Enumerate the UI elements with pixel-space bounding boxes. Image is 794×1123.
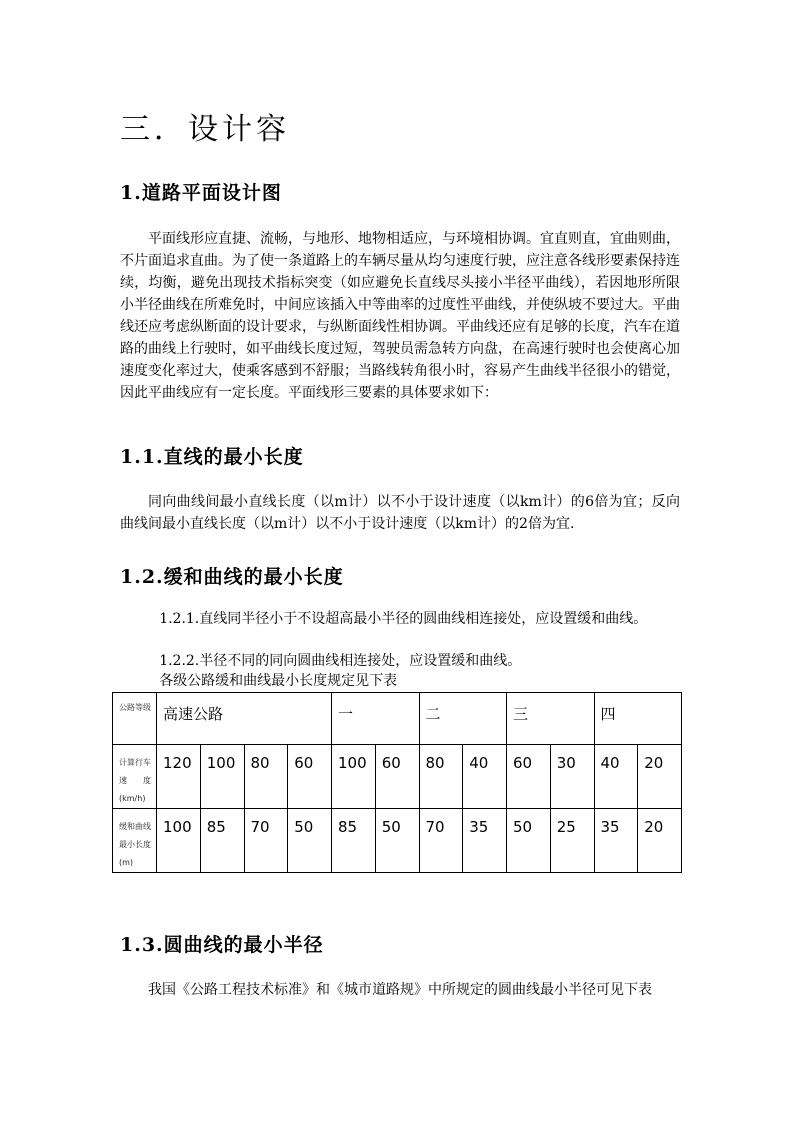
section-heading-min-straight: 1.1.直线的最小长度 [120,446,304,468]
paragraph-plan-design: 平面线形应直捷、流畅，与地形、地物相适应，与环境相协调。宜直则直，宜曲则曲，不片面追求直曲。为了使一条道路上的车辆尽量从均匀速度行驶，应注意各线形要素保持连续，均衡，避免出现技术指标突变（如应避免长直线尽头接小半径平曲线），若因地形所限小半径曲线在所难免时，中间应该插入中等曲率的过度性平曲线，并使纵坡不要过大。平曲线还应考虑纵断面的设计要求，与纵断面线性相协调。平曲线还应有足够的长度，汽车在道路的曲线上行驶时，如平曲线长度过短，驾驶员需急转方向盘，在高速行驶时也会使离心加速度变化率过大，使乘客感到不舒服；当路线转角很小时，容易产生曲线半径很小的错觉，因此平曲线应有一定长度。平面线形三要素的具体要求如下： [120,231,680,401]
table-cell-length: 25 [550,809,594,873]
table-cell-grade: 四 [594,693,682,745]
section-heading-min-radius: 1.3.圆曲线的最小半径 [120,934,324,956]
table-cell-speed: 60 [375,745,419,809]
table-cell-speed: 30 [550,745,594,809]
table-cell-grade: 一 [332,693,420,745]
table-header-length [113,809,157,873]
table-cell-length: 35 [463,809,507,873]
table-header-grade: 公路等级 [113,693,157,745]
header-line: 最小长度 [119,840,151,849]
list-item-1-2-2: 1.2.2.半径不同的同向圆曲线相连接处，应设置缓和曲线。 [159,653,522,669]
table-row-speed [113,745,682,809]
table-cell-speed: 80 [244,745,288,809]
table-cell-length: 50 [375,809,419,873]
list-item-1-2-1: 1.2.1.直线同半径小于不设超高最小半径的圆曲线相连接处，应设置缓和曲线。 [159,611,648,627]
table-cell-length: 50 [507,809,551,873]
table-cell-speed: 20 [638,745,682,809]
table-cell-length: 20 [638,809,682,873]
table-row-grade [113,693,682,745]
table-cell-length: 85 [332,809,376,873]
paragraph-min-radius: 我国《公路工程技术标准》和《城市道路规》中所规定的圆曲线最小半径可见下表 [148,982,652,998]
table-cell-speed: 60 [288,745,332,809]
section-heading-road-plan: 1.道路平面设计图 [120,182,282,204]
paragraph-min-straight: 同向曲线间最小直线长度（以m计）以不小于设计速度（以km计）的6倍为宜；反向曲线间最小直线长度（以m计）以不小于设计速度（以km计）的2倍为宜. [120,494,680,532]
table-cell-speed: 80 [419,745,463,809]
table-cell-grade: 二 [419,693,507,745]
page-title: 三．设计容 [120,112,290,147]
header-line: 计算行车 [119,758,151,767]
table-cell-length: 50 [288,809,332,873]
table-caption: 各级公路缓和曲线最小长度规定见下表 [159,673,398,689]
table-cell-length: 70 [244,809,288,873]
table-cell-length: 100 [157,809,201,873]
table-header-speed [113,745,157,809]
table-cell-grade: 高速公路 [157,693,332,745]
table-cell-length: 70 [419,809,463,873]
table-cell-grade: 三 [507,693,595,745]
transition-curve-table [112,692,682,873]
table-cell-speed: 100 [332,745,376,809]
header-line: 速 度 [119,776,151,785]
table-cell-length: 35 [594,809,638,873]
header-line: 缓和曲线 [119,822,151,831]
section-heading-transition-curve: 1.2.缓和曲线的最小长度 [120,566,344,588]
table-cell-speed: 40 [594,745,638,809]
table-cell-speed: 40 [463,745,507,809]
header-line: (km/h) [119,794,146,803]
table-row-length [113,809,682,873]
table-cell-speed: 100 [200,745,244,809]
table-cell-length: 85 [200,809,244,873]
table-cell-speed: 120 [157,745,201,809]
table-cell-speed: 60 [507,745,551,809]
header-line: (m) [119,858,134,867]
